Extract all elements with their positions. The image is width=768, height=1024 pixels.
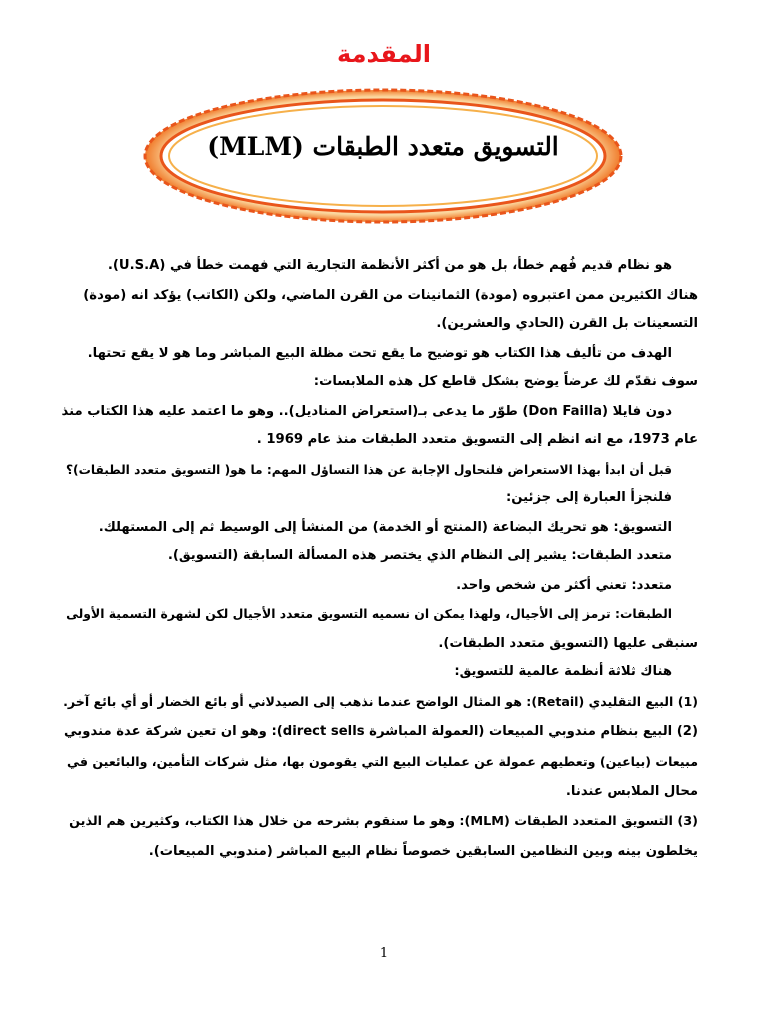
paragraph-line-19: محال الملابس عندنا.: [565, 784, 698, 799]
page-number: 1: [379, 946, 389, 961]
title-banner: [140, 86, 626, 226]
paragraph-line-10: التسويق: هو تحريك البضاعة (المنتج أو الخدمة) من المنشأ إلى الوسيط ثم إلى المستهلك.: [98, 520, 672, 535]
paragraph-line-7: عام 1973، مع انه انظم إلى التسويق متعدد الطبقات منذ عام 1969 .: [256, 432, 698, 447]
paragraph-line-11: متعدد الطبقات: يشير إلى النظام الذي يختصر هذه المسألة السابقة (التسويق).: [167, 548, 672, 563]
paragraph-line-15: هناك ثلاثة أنظمة عالمية للتسويق:: [454, 664, 672, 679]
paragraph-line-4: الهدف من تأليف هذا الكتاب هو توضيح ما يقع تحت مظلة البيع المباشر وما هو لا يقع تحتها.: [87, 346, 672, 361]
paragraph-line-9: فلنجزأ العبارة إلى جزئين:: [505, 490, 672, 505]
paragraph-line-12: متعدد: تعني أكثر من شخص واحد.: [456, 578, 672, 593]
paragraph-line-3: التسعينات بل القرن (الحادي والعشرين).: [436, 316, 698, 331]
paragraph-line-20: (3) التسويق المتعدد الطبقات (MLM): وهو ما سنقوم بشرحه من خلال هذا الكتاب، وكثيرين هم الذين: [69, 814, 698, 829]
page-title: المقدمة: [337, 40, 431, 68]
paragraph-line-16: (1) البيع التقليدي (Retail): هو المثال الواضح عندما نذهب إلى الصيدلاني أو بائع الخضار أو أي بائع آخر.: [63, 694, 698, 709]
paragraph-line-2: هناك الكثيرين ممن اعتبروه (مودة) الثمانينات من القرن الماضي، ولكن (الكاتب) يؤكد انه (مودة): [83, 288, 698, 303]
paragraph-line-5: سوف نقدّم لك عرضاً يوضح بشكل قاطع كل هذه الملابسات:: [313, 374, 698, 389]
paragraph-line-14: سنبقى عليها (التسويق متعدد الطبقات).: [438, 636, 698, 651]
paragraph-line-21: يخلطون بينه وبين النظامين السابقين خصوصاً نظام البيع المباشر (مندوبي المبيعات).: [148, 844, 698, 859]
paragraph-line-6: دون فايلا (Don Failla) طوّر ما يدعى بـ(استعراض المناديل).. وهو ما اعتمد عليه هذا الكتاب منذ: [61, 404, 672, 419]
paragraph-line-13: الطبقات: ترمز إلى الأجيال، ولهذا يمكن ان نسميه التسويق متعدد الأجيال لكن لشهرة التسمية الأولى: [66, 606, 672, 621]
paragraph-line-8: قبل أن ابدأ بهذا الاستعراض فلنحاول الإجابة عن هذا التساؤل المهم: ما هو( التسويق متعدد الطبقات)؟: [65, 463, 672, 477]
banner-title: التسويق متعدد الطبقات (MLM): [207, 132, 559, 161]
paragraph-line-1: هو نظام قديم فُهم خطأ، بل هو من أكثر الأنظمة التجارية التي فهمت خطأ في (U.S.A).: [107, 258, 672, 273]
paragraph-line-18: مبيعات (بياعين) وتعطيهم عمولة عن عمليات البيع التي يقومون بها، مثل شركات التأمين، والبائعين في: [66, 754, 698, 769]
paragraph-line-17: (2) البيع بنظام مندوبي المبيعات (العمولة المباشرة direct sells): وهو ان تعين شركة عدة مندوبي: [63, 724, 698, 739]
